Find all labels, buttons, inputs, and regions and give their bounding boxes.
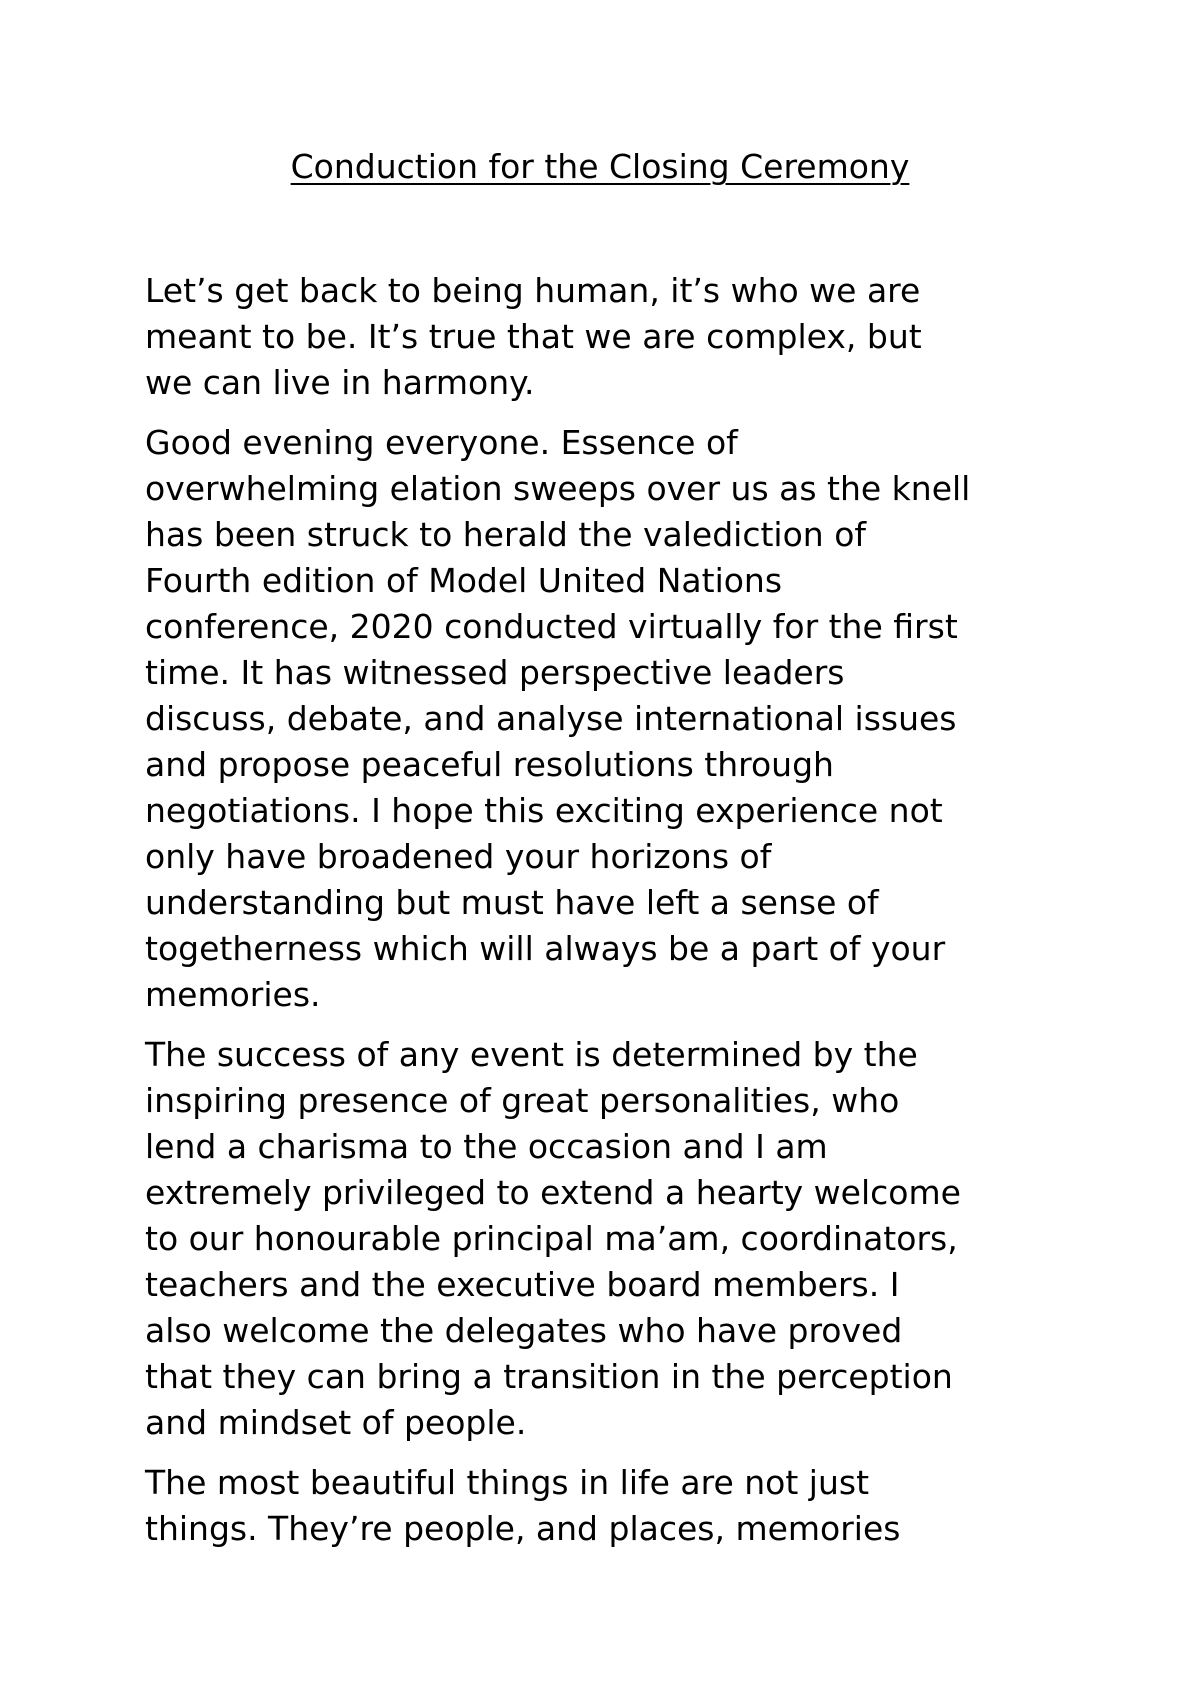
text-line: lend a charisma to the occasion and I am [145,1127,828,1166]
text-line: Good evening everyone. Essence of [145,423,738,462]
text-line: that they can bring a transition in the perception [145,1357,953,1396]
text-line: memories. [145,975,321,1014]
text-line: understanding but must have left a sense of [145,883,879,922]
text-line: we can live in harmony. [145,363,535,402]
paragraph-welcome [145,1032,1075,1446]
text-line: things. They’re people, and places, memories [145,1509,901,1548]
text-line: Let’s get back to being human, it’s who we are [145,271,921,310]
text-line: also welcome the delegates who have proved [145,1311,903,1350]
text-line: conference, 2020 conducted virtually for the first [145,607,958,646]
text-line: teachers and the executive board members. I [145,1265,900,1304]
paragraph-greeting [145,420,1075,1018]
document-body [145,268,1075,1552]
text-line: to our honourable principal ma’am, coordinators, [145,1219,958,1258]
text-line: The most beautiful things in life are not just [145,1463,870,1502]
paragraph-closing [145,1460,1075,1552]
text-line: Fourth edition of Model United Nations [145,561,783,600]
text-line: overwhelming elation sweeps over us as the knell [145,469,971,508]
document-title: Conduction for the Closing Ceremony [290,147,910,186]
text-line: extremely privileged to extend a hearty welcome [145,1173,961,1212]
paragraph-intro [145,268,1075,406]
text-line: negotiations. I hope this exciting experience not [145,791,943,830]
text-line: meant to be. It’s true that we are complex, but [145,317,922,356]
text-line: togetherness which will always be a part of your [145,929,946,968]
text-line: discuss, debate, and analyse international issues [145,699,957,738]
text-line: only have broadened your horizons of [145,837,772,876]
text-line: has been struck to herald the valediction of [145,515,867,554]
text-line: inspiring presence of great personalities, who [145,1081,900,1120]
text-line: and mindset of people. [145,1403,527,1442]
text-line: time. It has witnessed perspective leaders [145,653,845,692]
text-line: and propose peaceful resolutions through [145,745,834,784]
text-line: The success of any event is determined by the [145,1035,918,1074]
